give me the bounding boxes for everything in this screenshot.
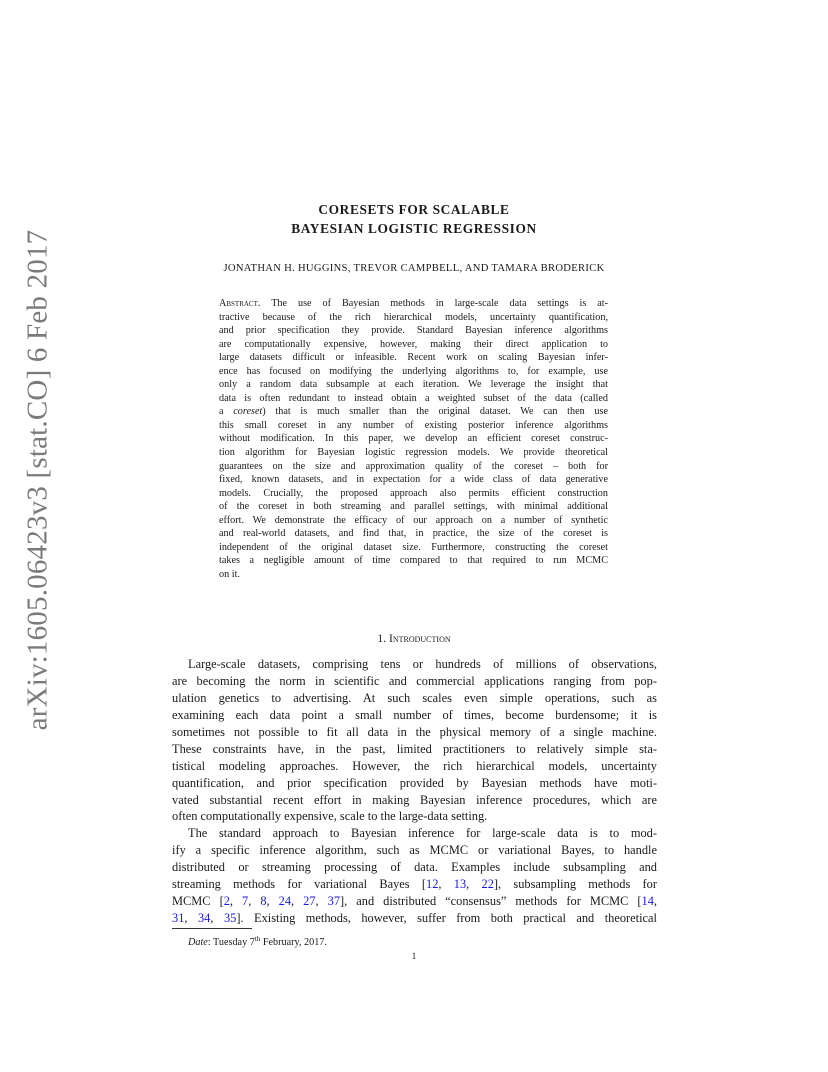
- abstract-line: tractive because of the rich hierarchical models, uncertainty quantification,: [219, 311, 608, 323]
- citation-link[interactable]: 8: [260, 894, 267, 909]
- abstract-line: tion algorithm for Bayesian logistic regression models. We provide theoretical: [219, 447, 608, 459]
- abstract-line: large datasets difficult or infeasible. Recent work on scaling Bayesian infer-: [219, 352, 608, 364]
- section-heading: [0, 632, 828, 645]
- abstract-fragment: a: [219, 406, 234, 418]
- body-fragment: MCMC [: [172, 894, 224, 909]
- body-line: ify a specific inference algorithm, such as MCMC or variational Bayes, to handle: [172, 843, 657, 858]
- citation-link[interactable]: 12: [426, 877, 439, 892]
- author-list: JONATHAN H. HUGGINS, TREVOR CAMPBELL, AND TAMARA BRODERICK: [223, 263, 605, 274]
- section-title: Introduction: [388, 632, 451, 645]
- citation-link[interactable]: 31: [172, 911, 185, 926]
- abstract-line: only a random data subsample at each iteration. We leverage the insight that: [219, 379, 608, 391]
- body-line: The standard approach to Bayesian inference for large-scale data is to mod-: [188, 826, 657, 841]
- abstract-line: takes a negligible amount of time compared to that required to run MCMC: [219, 555, 608, 567]
- paper-title: [0, 200, 828, 238]
- title-line: CORESETS FOR SCALABLE: [318, 202, 510, 217]
- body-line: sometimes not possible to fit all data in the physical memory of a single machine.: [172, 724, 657, 739]
- citation-link[interactable]: 14: [641, 894, 654, 909]
- abstract-line: data is often redundant to instead obtain a weighted subset of the data (called: [219, 392, 608, 404]
- body-fragment: ]. Existing methods, however, suffer from both practical and theoretical: [236, 911, 657, 926]
- abstract-line: effort. We demonstrate the efficacy of our approach on a number of synthetic: [219, 514, 608, 526]
- title-line: BAYESIAN LOGISTIC REGRESSION: [291, 221, 537, 236]
- abstract-label: Abstract.: [219, 298, 261, 309]
- abstract-line: without modification. In this paper, we develop an efficient coreset construc-: [219, 433, 608, 445]
- abstract-line: The use of Bayesian methods in large-scale data settings is at-: [260, 298, 608, 309]
- body-line: vated substantial recent effort in making Bayesian inference procedures, which are: [172, 792, 657, 807]
- citation-link[interactable]: 35: [223, 911, 237, 926]
- abstract: [219, 297, 608, 581]
- citation-link[interactable]: 24: [278, 894, 292, 909]
- body-line: tistical modeling approaches. However, the rich hierarchical models, uncertainty: [172, 758, 657, 773]
- footnote-text: February, 2017.: [260, 937, 327, 948]
- abstract-line: ence has focused on modifying the underlying algorithms to, for example, use: [219, 365, 608, 377]
- footnote-label: Date: [188, 937, 208, 948]
- body-line: ulation genetics to advertising. At such scales even simple operations, such as: [172, 690, 657, 705]
- abstract-line: fixed, known datasets, and in expectation for a wide class of data generative: [219, 474, 608, 486]
- section-number: 1.: [377, 632, 387, 645]
- citation-link[interactable]: 34: [197, 911, 211, 926]
- body-line: are becoming the norm in scientific and commercial applications ranging from pop-: [172, 673, 657, 688]
- body-line: streaming methods for variational Bayes [12, 13, 22], subsampling methods for: [172, 877, 657, 892]
- introduction-body: [172, 656, 657, 927]
- footnote-superscript: th: [254, 935, 261, 943]
- body-line: often computationally expensive, scale to the large-data setting.: [172, 809, 488, 824]
- abstract-line: guarantees on the size and approximation quality of the coreset – both for: [219, 460, 608, 472]
- abstract-line: this small coreset in any number of existing posterior inference algorithms: [219, 419, 608, 431]
- body-line: These constraints have, in the past, limited practitioners to relatively simple sta-: [172, 741, 657, 756]
- body-fragment: streaming methods for variational Bayes [: [172, 877, 426, 892]
- body-line: Large-scale datasets, comprising tens or hundreds of millions of observations,: [188, 657, 657, 671]
- arxiv-identifier: arXiv:1605.06423v3 [stat.CO] 6 Feb 2017: [21, 229, 54, 731]
- abstract-fragment: ) that is much smaller than the original dataset. We can then use: [262, 406, 608, 418]
- body-fragment: ], and distributed “consensus” methods for MCMC [: [340, 894, 642, 909]
- body-line: 31, 34, 35]. Existing methods, however, suffer from both practical and theoretical: [172, 911, 657, 926]
- footnote: [188, 935, 327, 948]
- coreset-term: coreset: [233, 406, 263, 418]
- abstract-line: independent of the original dataset size. Furthermore, constructing the coreset: [219, 541, 608, 553]
- body-line: quantification, and prior specification provided by Bayesian methods have moti-: [172, 775, 657, 790]
- body-fragment: ], subsampling methods for: [493, 877, 657, 892]
- abstract-line: on it.: [219, 568, 240, 580]
- abstract-line: models. Crucially, the proposed approach also permits efficient construction: [219, 487, 608, 499]
- citation-link[interactable]: 27: [303, 894, 316, 909]
- footnote-rule: [172, 928, 252, 929]
- abstract-line: are computationally expensive, however, making their direct application to: [219, 338, 608, 350]
- abstract-line: and prior specification they provide. Standard Bayesian inference algorithms: [219, 325, 608, 337]
- citation-link[interactable]: 7: [242, 894, 249, 909]
- body-line: examining each data point a small number of times, become burdensome; it is: [172, 707, 657, 722]
- citation-link[interactable]: 13: [453, 877, 467, 892]
- abstract-line: and real-world datasets, and find that, in practice, the size of the coreset is: [219, 528, 608, 540]
- body-line: distributed or streaming processing of data. Examples include subsampling and: [172, 860, 657, 875]
- abstract-line: of the coreset in both streaming and parallel settings, with minimal additional: [219, 501, 608, 513]
- footnote-text: : Tuesday 7: [207, 937, 255, 948]
- body-line: MCMC [2, 7, 8, 24, 27, 37], and distributed “consensus” methods for MCMC [14,: [172, 894, 658, 909]
- citation-link[interactable]: 37: [327, 894, 341, 909]
- page-number: 1: [411, 952, 417, 962]
- citation-link[interactable]: 22: [481, 877, 494, 892]
- citation-link[interactable]: 2: [223, 894, 230, 909]
